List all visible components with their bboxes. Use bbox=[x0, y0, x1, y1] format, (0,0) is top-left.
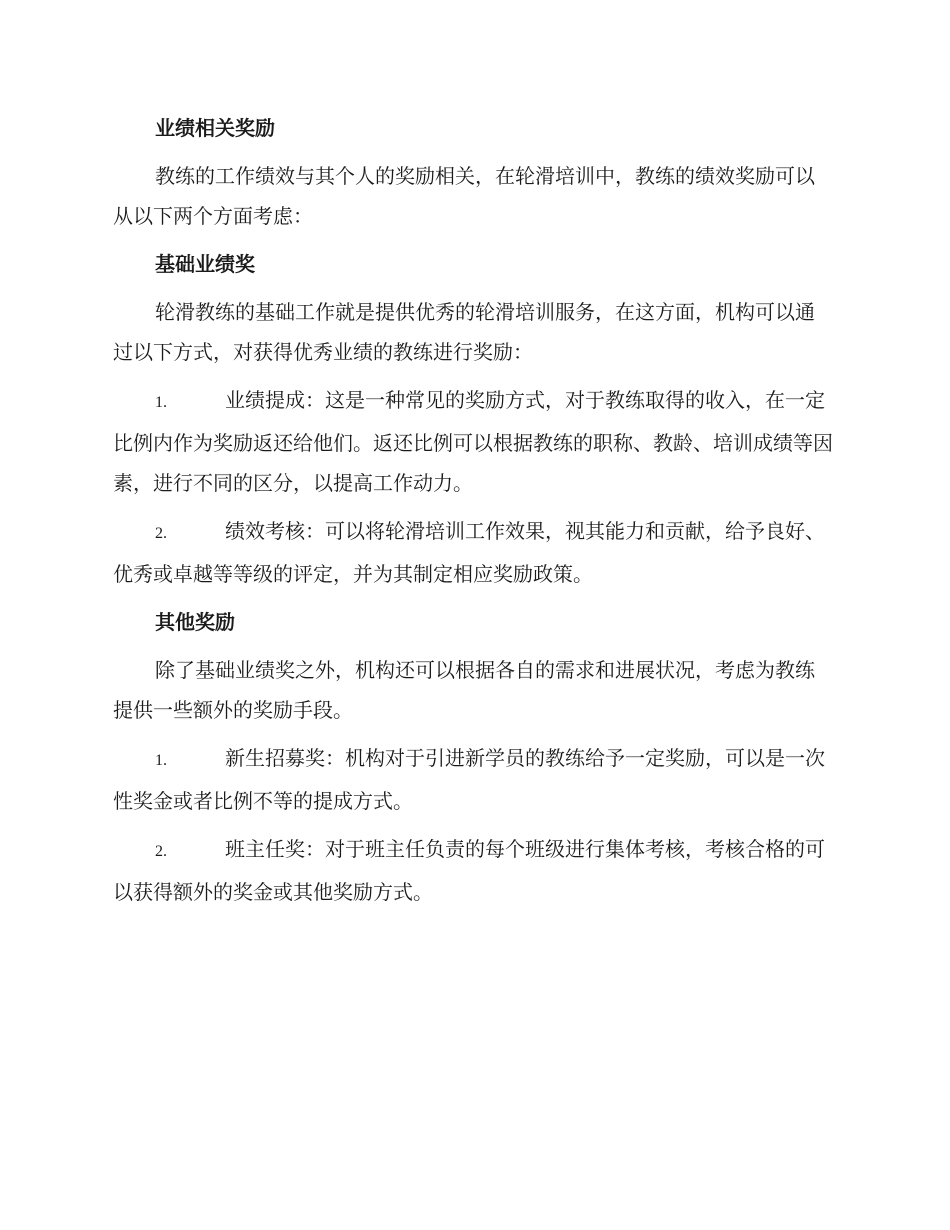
list-item-text: 新生招募奖：机构对于引进新学员的教练给予一定奖励，可以是一次性奖金或者比例不等的提成方式。 bbox=[113, 746, 825, 813]
list-item-text: 绩效考核：可以将轮滑培训工作效果，视其能力和贡献，给予良好、优秀或卓越等等级的评定，并为其制定相应奖励政策。 bbox=[113, 519, 825, 586]
list-item-number: 2. bbox=[155, 843, 167, 860]
list-item-number: 2. bbox=[155, 525, 167, 542]
list-item-number: 1. bbox=[155, 394, 167, 411]
list-item-number: 1. bbox=[155, 752, 167, 769]
document-page bbox=[113, 108, 833, 920]
section-heading: 其他奖励 bbox=[155, 610, 235, 634]
section-paragraph: 除了基础业绩奖之外，机构还可以根据各自的需求和进展状况，考虑为教练提供一些额外的奖励手段。 bbox=[113, 658, 815, 722]
section-heading: 业绩相关奖励 bbox=[155, 116, 275, 140]
list-item bbox=[113, 829, 833, 912]
list-item-text: 班主任奖：对于班主任负责的每个班级进行集体考核，考核合格的可以获得额外的奖金或其他奖励方式。 bbox=[113, 837, 825, 904]
section-paragraph: 教练的工作绩效与其个人的奖励相关，在轮滑培训中，教练的绩效奖励可以从以下两个方面考虑： bbox=[113, 164, 815, 228]
list-item bbox=[113, 380, 833, 503]
list-item bbox=[113, 511, 833, 594]
list-item-text: 业绩提成：这是一种常见的奖励方式，对于教练取得的收入，在一定比例内作为奖励返还给他们。返还比例可以根据教练的职称、教龄、培训成绩等因素，进行不同的区分，以提高工作动力。 bbox=[113, 388, 833, 495]
list-item bbox=[113, 738, 833, 821]
section-paragraph: 轮滑教练的基础工作就是提供优秀的轮滑培训服务，在这方面，机构可以通过以下方式，对获得优秀业绩的教练进行奖励： bbox=[113, 300, 815, 364]
section-heading: 基础业绩奖 bbox=[155, 252, 255, 276]
